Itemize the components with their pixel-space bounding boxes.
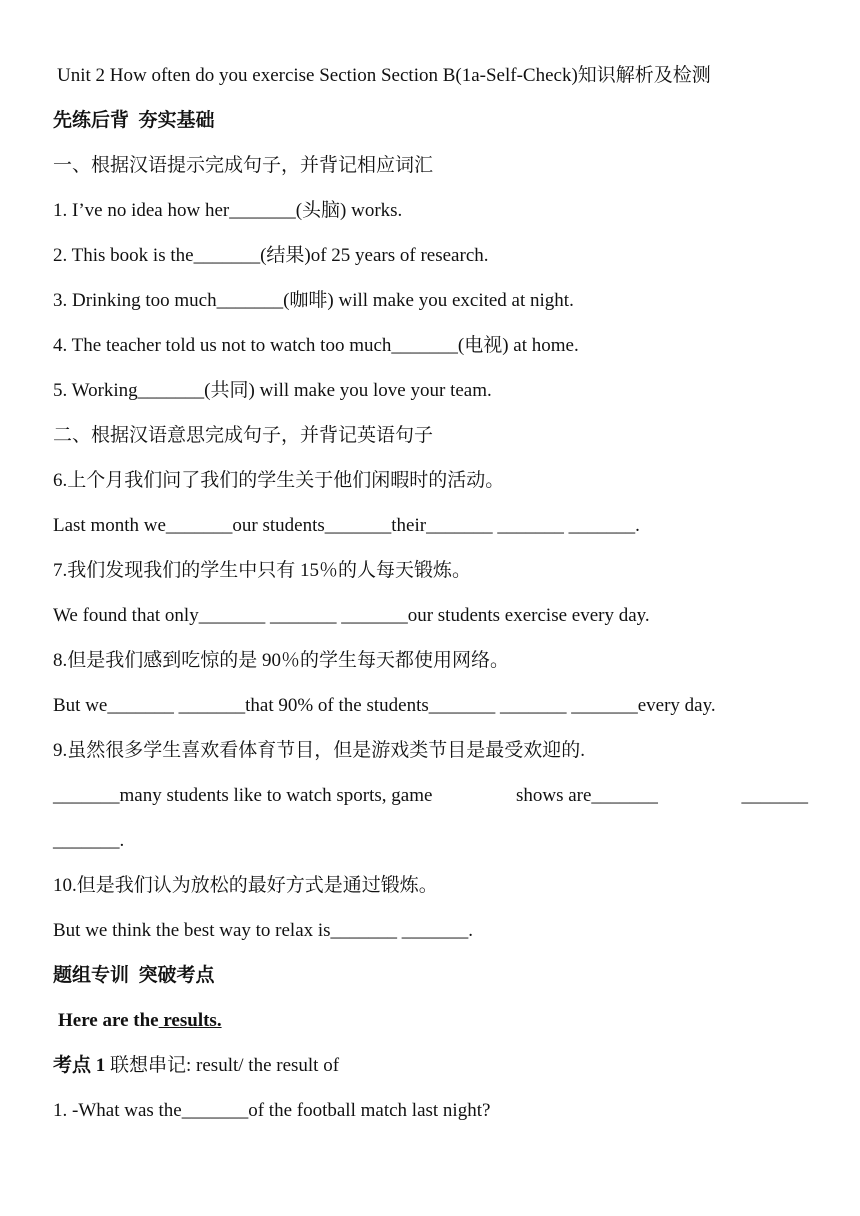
question-9-english-continued: _______. — [53, 830, 125, 851]
question-9-english-part-c: _______ — [741, 785, 808, 806]
question-9-chinese: 9.虽然很多学生喜欢看体育节目，但是游戏类节目是最受欢迎的. — [53, 740, 586, 761]
question-6-chinese: 6.上个月我们问了我们的学生关于他们闲暇时的活动。 — [53, 470, 505, 491]
question-10-english: But we think the best way to relax is_______ _______. — [53, 920, 474, 941]
question-8-chinese: 8.但是我们感到吃惊的是 90％的学生每天都使用网络。 — [53, 650, 510, 671]
kaodian-1 — [53, 1053, 820, 1079]
question-10-chinese: 10.但是我们认为放松的最好方式是通过锻炼。 — [53, 875, 438, 896]
question-6-english: Last month we_______our students_______their_______ _______ _______. — [53, 515, 640, 536]
drill-question-1: 1. -What was the_______of the football match last night? — [53, 1100, 491, 1121]
key-phrase-underlined: results. — [158, 1010, 222, 1031]
key-phrase — [58, 1008, 820, 1034]
exercise-item-4: 4. The teacher told us not to watch too much_______(电视) at home. — [53, 335, 579, 356]
section-heading-practice: 先练后背 夯实基础 — [53, 110, 215, 131]
question-9-english-part-b: shows are_______ — [515, 785, 658, 806]
question-7-chinese: 7.我们发现我们的学生中只有 15％的人每天锻炼。 — [53, 560, 472, 581]
part2-instruction: 二、根据汉语意思完成句子，并背记英语句子 — [53, 425, 434, 446]
exercise-item-2: 2. This book is the_______(结果)of 25 years of research. — [53, 245, 489, 266]
question-8-english: But we_______ _______that 90% of the students_______ _______ _______every day. — [53, 695, 716, 716]
exercise-item-5: 5. Working_______(共同) will make you love your team. — [53, 380, 492, 401]
exercise-item-3: 3. Drinking too much_______(咖啡) will make you excited at night. — [53, 290, 574, 311]
exercise-item-1: 1. I’ve no idea how her_______(头脑) works. — [53, 200, 403, 221]
section-heading-drill: 题组专训 突破考点 — [53, 965, 215, 986]
kaodian-1-text: 联想串记: result/ the result of — [105, 1055, 340, 1076]
question-7-english: We found that only_______ _______ _______our students exercise every day. — [53, 605, 650, 626]
document-title: Unit 2 How often do you exercise Section Section B(1a-Self-Check)知识解析及检测 — [57, 65, 711, 86]
part1-instruction: 一、根据汉语提示完成句子，并背记相应词汇 — [53, 155, 434, 176]
question-9-english-part-a: _______many students like to watch sports, game — [53, 785, 433, 806]
question-9-english-line — [53, 783, 808, 809]
kaodian-1-label: 考点 1 — [53, 1055, 106, 1076]
key-phrase-prefix: Here are the — [58, 1010, 159, 1031]
